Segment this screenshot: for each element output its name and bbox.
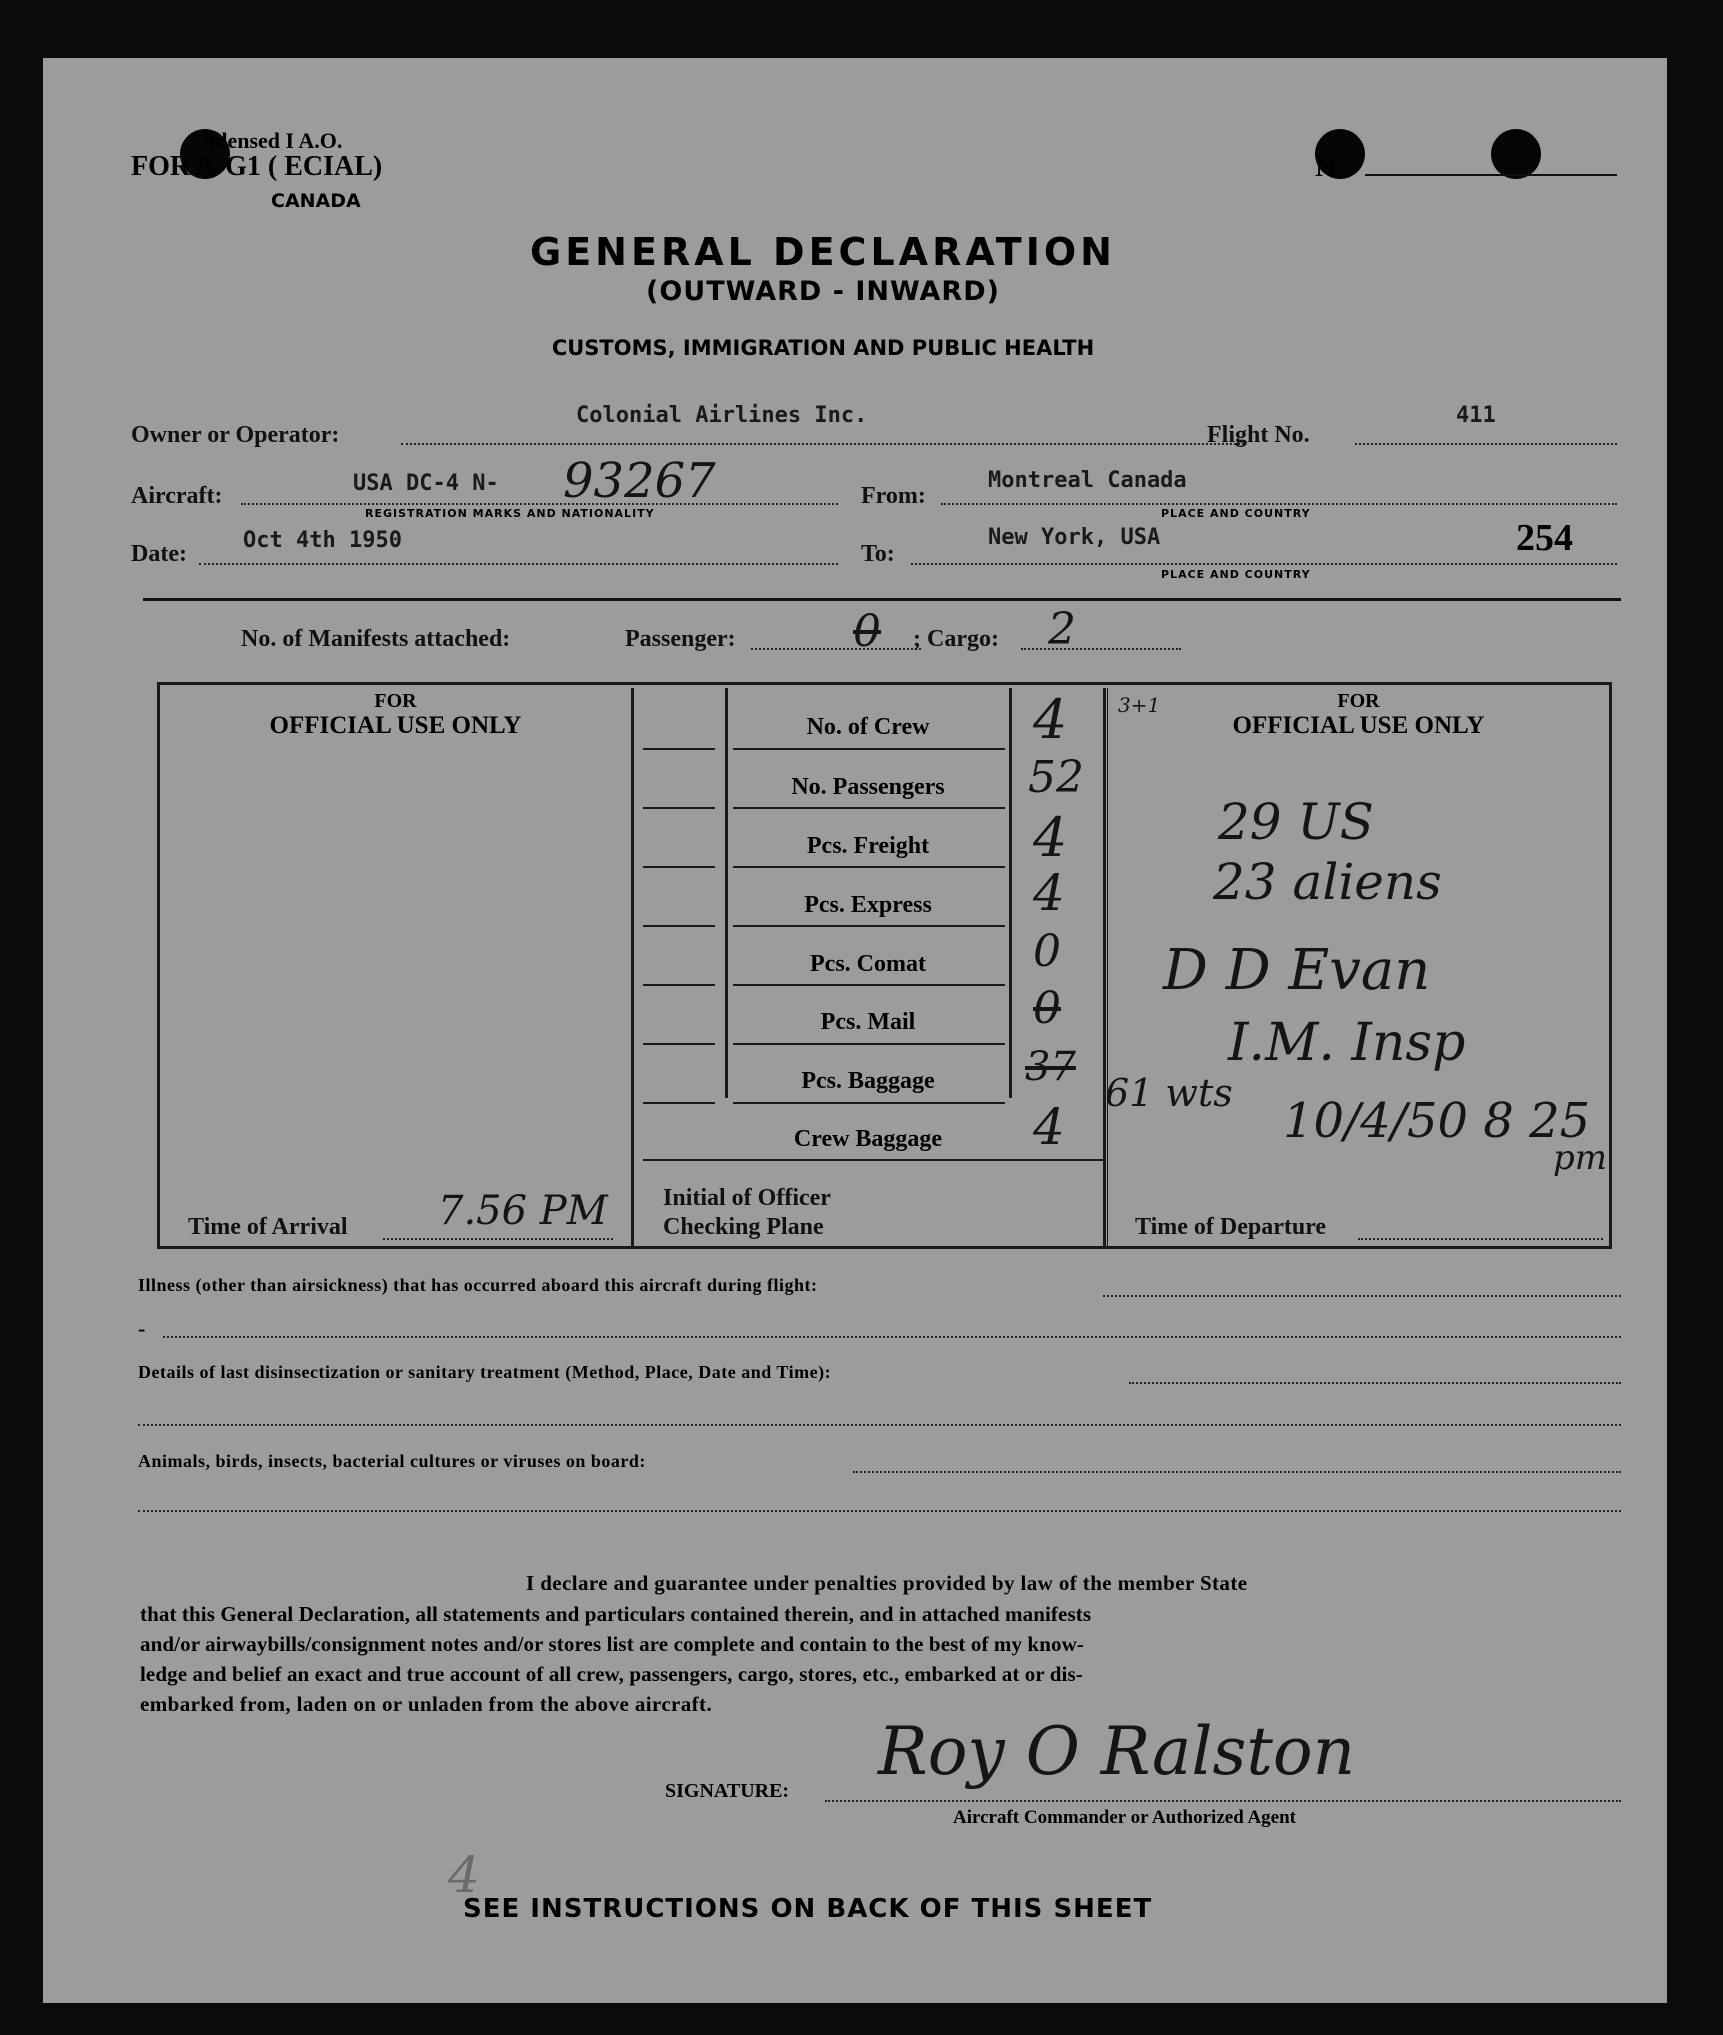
footer-instructions: SEE INSTRUCTIONS ON BACK OF THIS SHEET [463,1894,1153,1924]
animals-label: Animals, birds, insects, bacterial cultures or viruses on board: [138,1451,646,1471]
official-note-2: 23 aliens [1213,853,1442,911]
manifests-cargo-value: 2 [1048,604,1076,655]
owner-label: Owner or Operator: [131,422,340,448]
row-crew-label: No. of Crew [806,714,930,740]
pencil-mark: 4 [448,1846,480,1904]
initial-officer-label-2: Checking Plane [663,1214,824,1240]
flight-label: Flight No. [1207,422,1310,448]
row-line [733,1043,1005,1045]
page-subheading: CUSTOMS, IMMIGRATION AND PUBLIC HEALTH [551,336,1095,360]
time-arrival-line [383,1238,613,1240]
illness-line-1 [1103,1295,1621,1297]
row-crew-value: 4 [1033,688,1068,751]
declaration-line-3: and/or airwaybills/consignment notes and/or stores list are complete and contain to the best of my know- [140,1632,1084,1656]
row-crew-baggage-label: Crew Baggage [793,1126,943,1152]
form-line-3: CANADA [271,190,361,212]
manifests-passenger-label: Passenger: [625,626,736,652]
official-note-5b: pm [1553,1138,1608,1178]
to-line [911,563,1617,565]
aircraft-line [241,503,838,505]
table-bottom-border [157,1246,1612,1249]
signature-caption: Aircraft Commander or Authorized Agent [953,1807,1297,1828]
declaration-line-2: that this General Declaration, all statements and particulars contained therein, and in attached manifests [140,1602,1092,1626]
manifests-label: No. of Manifests attached: [241,626,511,652]
row-mail-value: 0 [1033,983,1061,1034]
row-line [643,748,715,750]
table-divider-3 [1009,688,1012,1098]
page-subtitle: (OUTWARD - INWARD) [646,276,1000,307]
manifests-passenger-line [751,648,921,650]
table-divider-4 [1103,688,1106,1249]
aircraft-label: Aircraft: [131,483,223,509]
aircraft-caption: REGISTRATION MARKS AND NATIONALITY [365,507,655,520]
date-label: Date: [131,541,187,567]
table-top-border [157,682,1612,685]
pcs-baggage-note: 61 wts [1105,1071,1233,1115]
to-caption: PLACE AND COUNTRY [1161,568,1311,581]
time-departure-line [1358,1238,1603,1240]
row-comat-value: 0 [1033,926,1061,977]
right-for-label: FOR [1337,690,1380,712]
time-departure-label: Time of Departure [1135,1214,1327,1240]
row-baggage-value: 37 [1025,1044,1076,1090]
signature-line [825,1800,1621,1802]
to-label: To: [861,541,895,567]
row-line [733,866,1005,868]
row-line [643,1043,715,1045]
row-line [643,925,715,927]
declaration-sheet [43,58,1667,2003]
form-line-1: ndensed I A.O. [203,128,343,153]
row-line [733,807,1005,809]
row-line [643,984,715,986]
owner-line [401,443,1244,445]
official-note-4: I.M. Insp [1228,1013,1466,1073]
flight-value: 411 [1456,403,1496,428]
row-line [733,984,1005,986]
from-value: Montreal Canada [988,468,1187,493]
time-arrival-value: 7.56 PM [438,1188,608,1234]
official-note-1: 29 US [1218,793,1374,851]
from-caption: PLACE AND COUNTRY [1161,507,1311,520]
left-for-label: FOR [374,690,417,712]
aircraft-typed: USA DC-4 N- [353,471,499,496]
stamp-number: 254 [1516,517,1573,559]
table-left-border [157,682,160,1249]
row-comat-label: Pcs. Comat [810,951,926,977]
row-express-value: 4 [1033,864,1065,922]
row-line [643,807,715,809]
declaration-line-4: ledge and belief an exact and true account of all crew, passengers, cargo, stores, etc., embarked at or dis- [140,1662,1083,1686]
illness-label: Illness (other than airsickness) that has occurred aboard this aircraft during flight: [138,1275,818,1295]
form-number-line [1365,174,1617,176]
row-line [733,925,1005,927]
animals-line-2 [138,1510,1621,1512]
disinsect-line-2 [138,1424,1621,1426]
declaration-line-5: embarked from, laden on or unladen from the above aircraft. [140,1692,713,1716]
date-value: Oct 4th 1950 [243,528,402,553]
row-freight-value: 4 [1033,806,1068,869]
manifests-cargo-line [1021,648,1181,650]
row-mail-label: Pcs. Mail [820,1009,916,1035]
form-line-2: FOR A-G1 ( ECIAL) [131,151,383,182]
illness-line-2 [163,1336,1621,1338]
header-divider [143,598,1621,601]
row-line [643,1102,715,1104]
row-express-label: Pcs. Express [804,892,932,918]
row-line [643,866,715,868]
time-arrival-label: Time of Arrival [188,1214,348,1240]
page-title: GENERAL DECLARATION [530,230,1116,274]
initial-officer-label-1: Initial of Officer [663,1185,831,1211]
row-passengers-value: 52 [1028,752,1084,803]
row-freight-label: Pcs. Freight [806,833,930,859]
row-line [733,748,1005,750]
row-line [733,1102,1005,1104]
row-passengers-label: No. Passengers [791,774,945,800]
signature-label: SIGNATURE: [665,1780,790,1802]
disinsect-label: Details of last disinsectization or sanitary treatment (Method, Place, Date and Time): [138,1362,832,1382]
left-official-label: OFFICIAL USE ONLY [269,712,522,739]
illness-dash: - [138,1316,146,1341]
form-number-label: N [1315,150,1337,183]
official-note-3: D D Evan [1163,938,1431,1003]
signature-value: Roy O Ralston [878,1713,1356,1790]
disinsect-line-1 [1129,1382,1621,1384]
right-official-label: OFFICIAL USE ONLY [1232,712,1485,739]
punch-hole-right-2 [1491,129,1541,179]
from-line [941,503,1617,505]
owner-value: Colonial Airlines Inc. [576,403,868,428]
official-note-5: 10/4/50 8 25 [1283,1093,1591,1149]
row-line [643,1159,1103,1161]
date-line [199,563,838,565]
table-divider-1 [631,688,634,1249]
row-baggage-label: Pcs. Baggage [801,1068,935,1094]
manifests-passenger-value: 0 [853,606,881,657]
from-label: From: [861,483,926,509]
flight-line [1355,443,1617,445]
table-divider-5 [1107,688,1108,1249]
row-crew-baggage-value: 4 [1033,1098,1065,1156]
table-right-border [1609,682,1612,1249]
animals-line-1 [853,1471,1621,1473]
crew-note: 3+1 [1118,693,1161,717]
to-value: New York, USA [988,525,1161,550]
aircraft-handwritten: 93267 [563,453,716,509]
declaration-line-1: I declare and guarantee under penalties provided by law of the member State [526,1571,1248,1595]
table-divider-2 [725,688,728,1098]
manifests-cargo-label: ; Cargo: [913,626,999,652]
